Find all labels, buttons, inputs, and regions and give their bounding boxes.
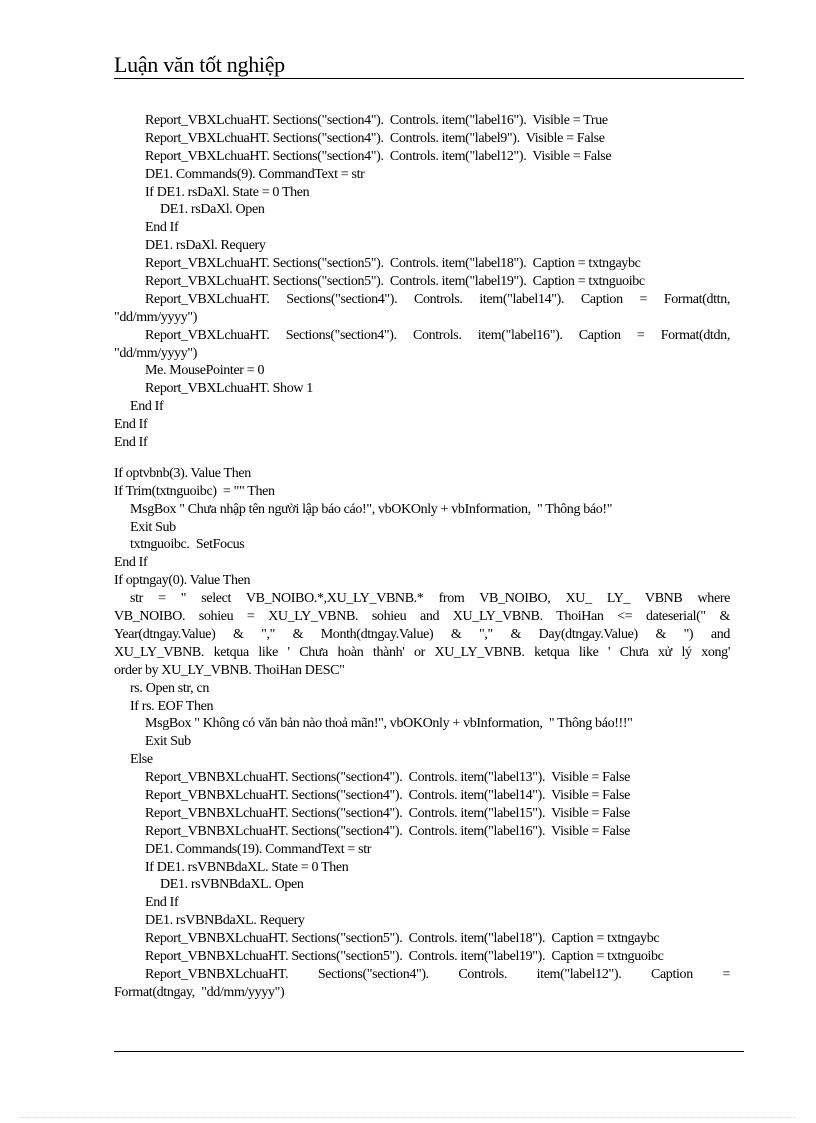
code-line: Report_VBNBXLchuaHT. Sections("section4"). Controls. item("label14"). Visible = False (145, 787, 630, 803)
code-line: Report_VBXLchuaHT. Sections("section5"). Controls. item("label18"). Caption = txtngaybc (145, 256, 641, 272)
code-line: Exit Sub (145, 734, 191, 750)
code-line: Exit Sub (130, 519, 176, 535)
code-line: Report_VBNBXLchuaHT. Sections("section4"). Controls. item("label16"). Visible = False (145, 823, 630, 839)
code-line: Report_VBXLchuaHT. Sections("section4"). Controls. item("label16"). Caption = Format(dtdn, (145, 327, 730, 343)
code-line: End If (145, 220, 179, 236)
code-line: End If (145, 895, 179, 911)
code-line: Report_VBNBXLchuaHT. Sections("section4"). Controls. item("label12"). Caption = (145, 966, 730, 982)
code-line: End If (114, 435, 148, 451)
code-line: Report_VBNBXLchuaHT. Sections("section4"). Controls. item("label13"). Visible = False (145, 770, 630, 786)
code-line: If optvbnb(3). Value Then (114, 465, 251, 481)
code-line: Report_VBNBXLchuaHT. Sections("section4"). Controls. item("label15"). Visible = False (145, 805, 630, 821)
code-line: Report_VBXLchuaHT. Sections("section4"). Controls. item("label16"). Visible = True (145, 113, 608, 128)
code-line: If DE1. rsVBNBdaXL. State = 0 Then (145, 859, 349, 875)
code-line: DE1. rsVBNBdaXL. Open (160, 877, 304, 893)
code-line: If rs. EOF Then (130, 698, 214, 714)
code-line: DE1. rsVBNBdaXL. Requery (145, 913, 305, 929)
code-line: "dd/mm/yyyy") (114, 345, 198, 361)
code-line: If optngay(0). Value Then (114, 573, 251, 589)
code-line: End If (114, 417, 148, 433)
code-line: Report_VBXLchuaHT. Sections("section4"). Controls. item("label14"). Caption = Format(dttn, (145, 291, 730, 307)
code-line: rs. Open str, cn (130, 680, 209, 696)
code-line: DE1. Commands(9). CommandText = str (145, 166, 365, 182)
code-line: MsgBox " Không có văn bản nào thoả mãn!", vbOKOnly + vbInformation, " Thông báo!!!" (145, 716, 633, 732)
code-line: Report_VBXLchuaHT. Sections("section4"). Controls. item("label12"). Visible = False (145, 148, 612, 164)
code-line: Report_VBNBXLchuaHT. Sections("section5"). Controls. item("label19"). Caption = txtnguoibc (145, 948, 664, 964)
code-line: VB_NOIBO. sohieu = XU_LY_VBNB. sohieu and XU_LY_VBNB. ThoiHan <= dateserial(" & (114, 609, 730, 625)
code-line: MsgBox " Chưa nhập tên người lập báo cáo!", vbOKOnly + vbInformation, " Thông báo!" (130, 501, 613, 517)
footer-divider (114, 1051, 744, 1052)
code-line: Report_VBXLchuaHT. Show 1 (145, 381, 313, 397)
code-line: If DE1. rsDaXl. State = 0 Then (145, 184, 310, 200)
code-line: Me. MousePointer = 0 (145, 363, 265, 379)
header-divider (114, 78, 744, 79)
code-line: DE1. Commands(19). CommandText = str (145, 841, 372, 857)
code-line: End If (114, 555, 148, 571)
page-header-title: Luận văn tốt nghiệp (114, 52, 285, 77)
blank-line (114, 452, 730, 465)
code-line: Format(dtngay, "dd/mm/yyyy") (114, 984, 285, 1000)
code-line: Report_VBXLchuaHT. Sections("section4"). Controls. item("label9"). Visible = False (145, 130, 605, 146)
code-line: txtnguoibc. SetFocus (130, 537, 245, 553)
code-line: "dd/mm/yyyy") (114, 309, 198, 325)
code-line: DE1. rsDaXl. Open (160, 202, 265, 218)
code-line: Else (130, 752, 153, 768)
page-edge-dots (20, 1117, 796, 1118)
code-line: DE1. rsDaXl. Requery (145, 238, 266, 254)
code-line: XU_LY_VBNB. ketqua like ' Chưa hoàn thành' or XU_LY_VBNB. ketqua like ' Chưa xử lý xong' (114, 644, 730, 660)
code-line: Report_VBNBXLchuaHT. Sections("section5"). Controls. item("label18"). Caption = txtngaybc (145, 931, 660, 947)
code-line: order by XU_LY_VBNB. ThoiHan DESC" (114, 662, 345, 678)
code-line: Year(dtngay.Value) & "," & Month(dtngay.Value) & "," & Day(dtngay.Value) & ") and (114, 626, 730, 642)
code-line: End If (130, 399, 164, 415)
code-line: str = " select VB_NOIBO.*,XU_LY_VBNB.* from VB_NOIBO, XU_ LY_ VBNB where (130, 591, 730, 607)
code-line: If Trim(txtnguoibc) = "" Then (114, 483, 275, 499)
code-line: Report_VBXLchuaHT. Sections("section5"). Controls. item("label19"). Caption = txtnguoibc (145, 274, 645, 290)
code-listing (114, 112, 730, 1002)
